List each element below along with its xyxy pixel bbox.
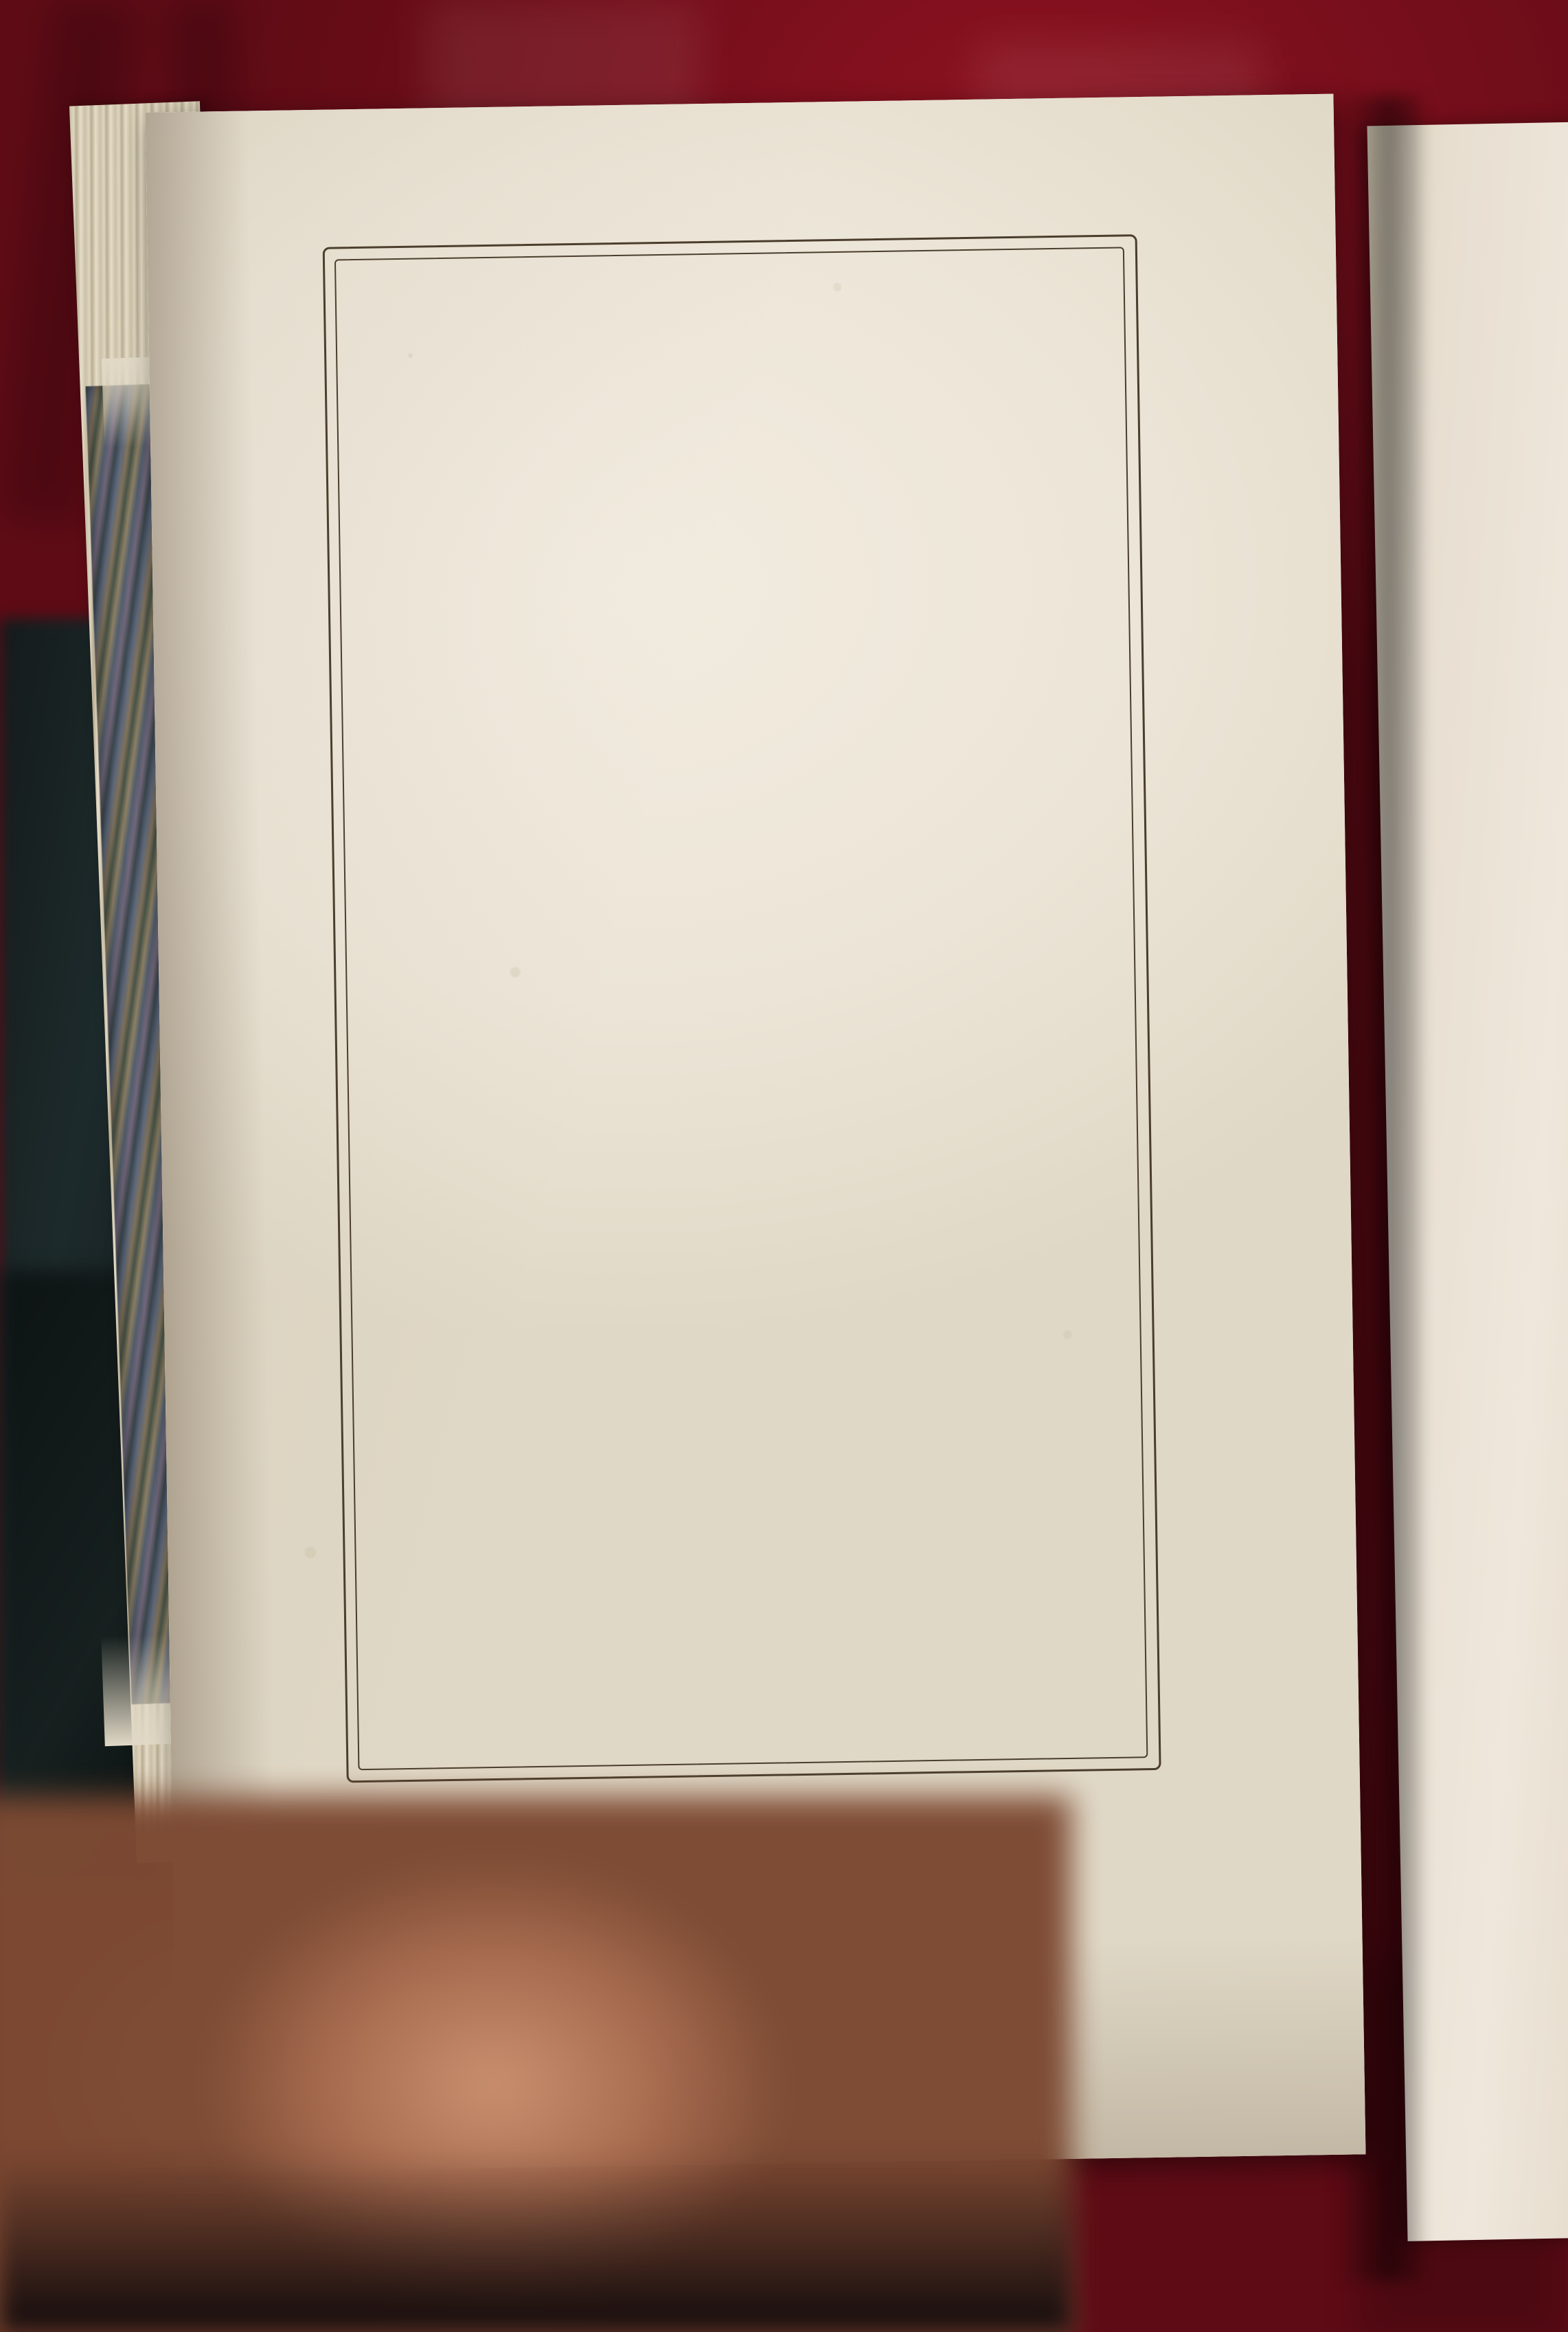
bottom-vignette <box>0 2153 1071 2332</box>
entry-list <box>354 269 1125 1744</box>
